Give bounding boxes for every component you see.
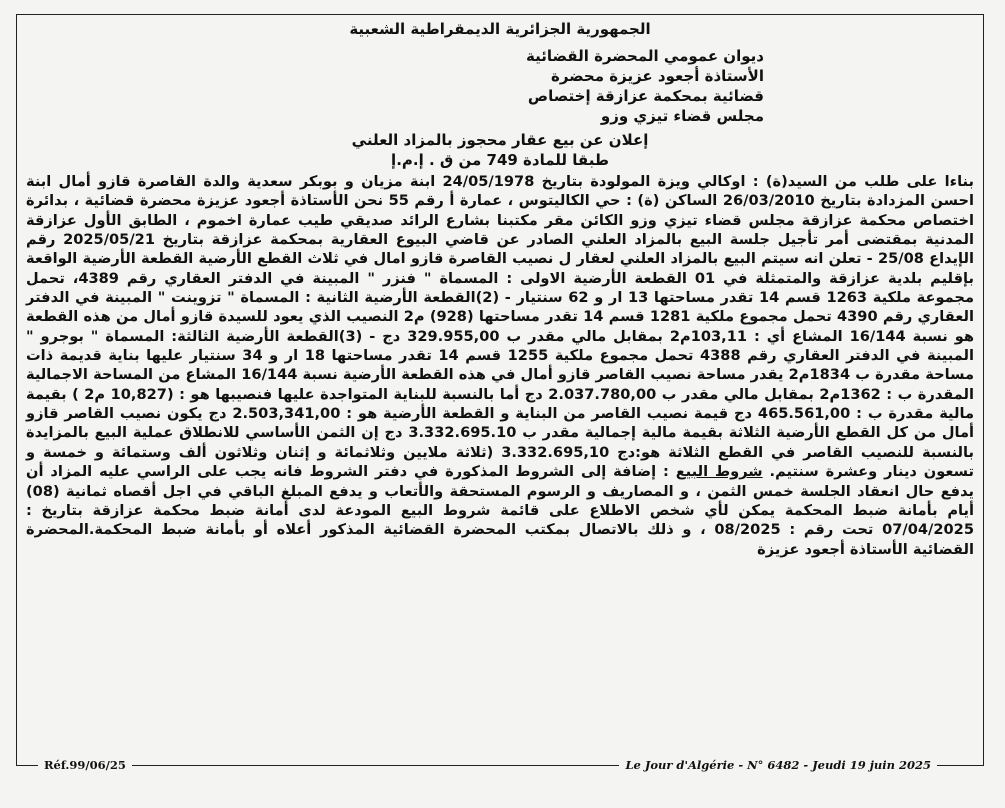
republic-heading: الجمهورية الجزائرية الديمقراطية الشعبية bbox=[349, 20, 651, 38]
publication-credit: Le Jour d'Algérie - N° 6482 - Jeudi 19 juin 2025 bbox=[619, 758, 937, 772]
office-line: الأستاذة أجعود عزيزة محضرة bbox=[550, 67, 764, 85]
reference-number: Réf.99/06/25 bbox=[38, 758, 132, 772]
office-line: ديوان عمومي المحضرة القضائية bbox=[526, 47, 764, 65]
office-line: مجلس قضاء تيزي وزو bbox=[600, 107, 764, 125]
conditions-paragraph: : إضافة إلى الشروط المذكورة في دفتر الشروط فانه يجب على الراسي عليه المزاد أن يدفع حال انعقاد الجلسة خمس الثمن ، و المصاريف و الرسوم المستحقة والأتعاب و يدفع المبلغ الباقي في اجل أقصاه ثمانية (08) أيام بأمانة ضبط المحكمة يمكن لأي شخص الاطلاع على قائمة شروط البيع المودعة لدى أمانة ضبط محكمة عزازقة بتاريخ : 07/04/2025 تحت رقم : 08/2025 ، و ذلك بالاتصال بمكتب المحضرة القضائية المذكور أعلاه أو بأمانة ضبط المحكمة.المحضرة القضائية الأستاذة أجعود عزيزة bbox=[26, 463, 974, 558]
notice-subtitle: طبقا للمادة 749 من ق . إ.م.إ bbox=[391, 151, 609, 169]
footer bbox=[20, 758, 985, 778]
notice-title: إعلان عن بيع عقار محجوز بالمزاد العلني bbox=[351, 131, 649, 149]
legal-notice bbox=[26, 18, 974, 559]
office-line: قضائية بمحكمة عزازقة إختصاص bbox=[527, 87, 764, 105]
notice-title-block bbox=[26, 130, 974, 170]
notice-body bbox=[26, 172, 974, 559]
main-paragraph: بناءا على طلب من السيد(ة) : اوكالي ويزة المولودة بتاريخ 24/05/1978 ابنة مزيان و بوبكر سعدية والدة القاصرة قازو أمال ابنة احسن المزدادة بتاريخ 26/03/2010 الساكن (ة) : حي الكاليتوس ، عمارة أ رقم 55 نحن الأستاذة أجعود عزيزة محضرة قضائية ، بدائرة اختصاص محكمة عزازقة مجلس قضاء تيزي وزو الكائن مقر مكتبنا بشارع الرائد صديقي طيب عمارة اخموم ، الطابق الأول عزازقة المدنية بمقتضى أمر تأجيل جلسة البيع بالمزاد العلني الصادر عن قاضي البيوع العقارية بمحكمة عزازقة بتاريخ 2025/05/21 رقم الإيداع 25/08 - تعلن انه سيتم البيع بالمزاد العلني لعقار ل نصيب القاصرة قازو امال في ثلاث القطع الأرضية القطعة الأرضية الواقعة بإقليم بلدية عزازقة والمتمثلة في 01 القطعة الأرضية الاولى : المسماة " فنزر " المبينة في الدفتر العقاري رقم 4389، تحمل مجموعة ملكية 1263 قسم 14 تقدر مساحتها 13 ار و 62 سنتيار - (2)القطعة الأرضية الثانية : المسماة " تزوينت " المبينة في الدفتر العقاري رقم 4390 تحمل مجموع ملكية 1281 قسم 14 تقدر مساحتها (928) م2 النصيب الذي يعود للسيدة قازو أمال من هذه القطعة هو نسبة 16/144 المشاع أي : 103,11م2 بمقابل مالي مقدر ب 329.955,00 دج - (3)القطعة الأرضية الثالثة: المسماة " بوجرو " المبينة في الدفتر العقاري رقم 4388 تحمل مجموع ملكية 1255 قسم 14 تقدر مساحتها 18 ار و 34 سنتيار عليها بناية قديمة ذات مساحة مقدرة ب 1834م2 يقدر مساحة نصيب القاصر قازو أمال في هذه القطعة الأرضية نسبة 16/144 المشاع من المساحة الاجمالية المقدرة ب : 1362م2 بمقابل مالي مقدر ب 2.037.780,00 دج أما بالنسبة للبناية المتواجدة عليها فنصيبها هو : (10,827 م2 ) بقيمة مالية مقدرة ب : 465.561,00 دج قيمة نصيب القاصر من البناية و القطعة الأرضية هو : 2.503,341,00 دج يكون نصيب القاصر قازو أمال من كل القطع الأرضية الثلاثة بقيمة مالية إجمالية مقدر ب 3.332.695.10 دج إن الثمن الأساسي للانطلاق عملية البيع بالمزايدة بالنسبة للنصيب القاصر في القطع الثلاثة هو:دج 3.332.695,10 (ثلاثة ملايين وثلاثمائة و إثنان وثلاثون ألف وستمائة و خمسة و تسعون دينار وعشرة سنتيم. bbox=[26, 173, 975, 481]
conditions-label: شروط البيع bbox=[675, 463, 763, 481]
issuing-office bbox=[26, 46, 764, 126]
